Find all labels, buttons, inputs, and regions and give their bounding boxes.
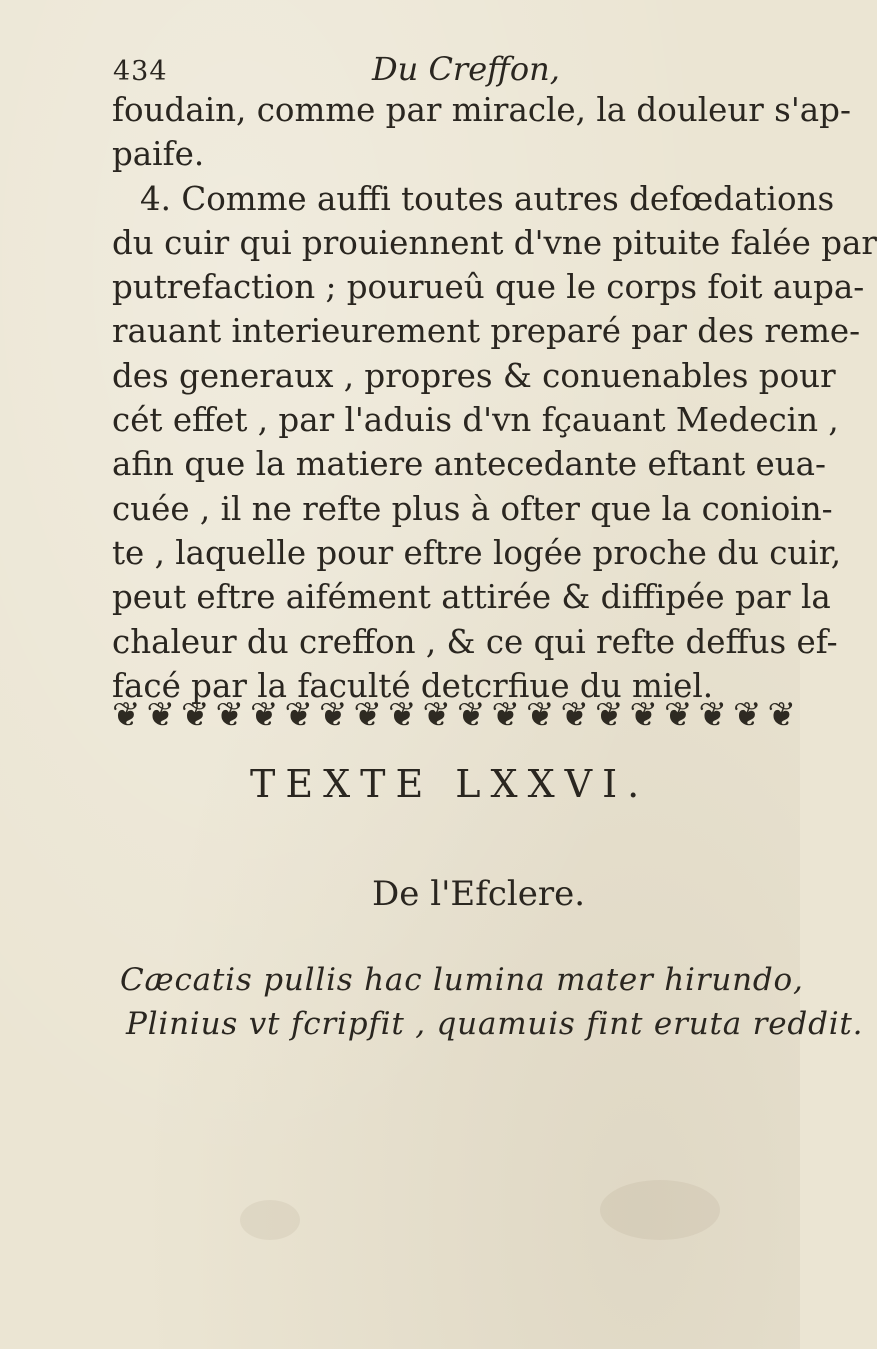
fleuron-icon: ❦: [733, 695, 758, 735]
fleuron-icon: ❦: [560, 695, 585, 735]
running-head: Du Creffon,: [372, 50, 560, 88]
text-line: peut eftre aifément attirée & diffipée par la: [112, 578, 831, 617]
latin-quote: [120, 958, 864, 1046]
paper-stain: [240, 1200, 300, 1240]
text-line: te , laquelle pour eftre logée proche du cuir,: [112, 533, 842, 572]
fleuron-icon: ❦: [698, 695, 723, 735]
fleuron-icon: ❦: [457, 695, 482, 735]
quote-line: Plinius vt fcripfit , quamuis fint eruta reddit.: [126, 1006, 864, 1042]
body-paragraph: [112, 88, 877, 708]
text-line: 4. Comme auffi toutes autres defœdations: [140, 179, 835, 218]
fleuron-icon: ❦: [319, 695, 344, 735]
fleuron-icon: ❦: [422, 695, 447, 735]
text-line: chaleur du creffon , & ce qui refte deffus ef-: [112, 622, 838, 661]
fleuron-icon: ❦: [181, 695, 206, 735]
section-title: TEXTE LXXVI.: [250, 762, 650, 806]
fleuron-icon: ❦: [595, 695, 620, 735]
paper-stain: [600, 1180, 720, 1240]
text-line: facé par la faculté detcrfiue du miel.: [112, 666, 714, 705]
text-line: paife.: [112, 135, 205, 174]
page-number: 434: [113, 56, 168, 87]
fleuron-icon: ❦: [250, 695, 275, 735]
section-subtitle: De l'Efclere.: [372, 874, 586, 914]
fleuron-icon: ❦: [388, 695, 413, 735]
fleuron-icon: ❦: [112, 695, 137, 735]
fleuron-icon: ❦: [491, 695, 516, 735]
fleuron-icon: ❦: [284, 695, 309, 735]
text-line: afin que la matiere antecedante eftant eua-: [112, 445, 827, 484]
fleuron-icon: ❦: [664, 695, 689, 735]
text-line: cét effet , par l'aduis d'vn fçauant Medecin ,: [112, 401, 839, 440]
text-line: foudain, comme par miracle, la douleur s'ap-: [112, 91, 851, 129]
fleuron-ornament-band: [112, 690, 792, 740]
quote-line: Cæcatis pullis hac lumina mater hirundo,: [120, 962, 804, 998]
text-line: putrefaction ; pourueû que le corps foit aupa-: [112, 268, 865, 307]
text-line: du cuir qui prouiennent d'vne pituite falée par: [112, 223, 877, 262]
fleuron-icon: ❦: [629, 695, 654, 735]
text-line: rauant interieurement preparé par des reme-: [112, 312, 861, 351]
page-header: [0, 48, 800, 92]
fleuron-icon: ❦: [526, 695, 551, 735]
fleuron-icon: ❦: [767, 695, 792, 735]
fleuron-icon: ❦: [146, 695, 171, 735]
fleuron-icon: ❦: [353, 695, 378, 735]
text-line: cuée , il ne refte plus à ofter que la conioin-: [112, 489, 833, 528]
text-line: des generaux , propres & conuenables pour: [112, 356, 836, 395]
fleuron-icon: ❦: [215, 695, 240, 735]
